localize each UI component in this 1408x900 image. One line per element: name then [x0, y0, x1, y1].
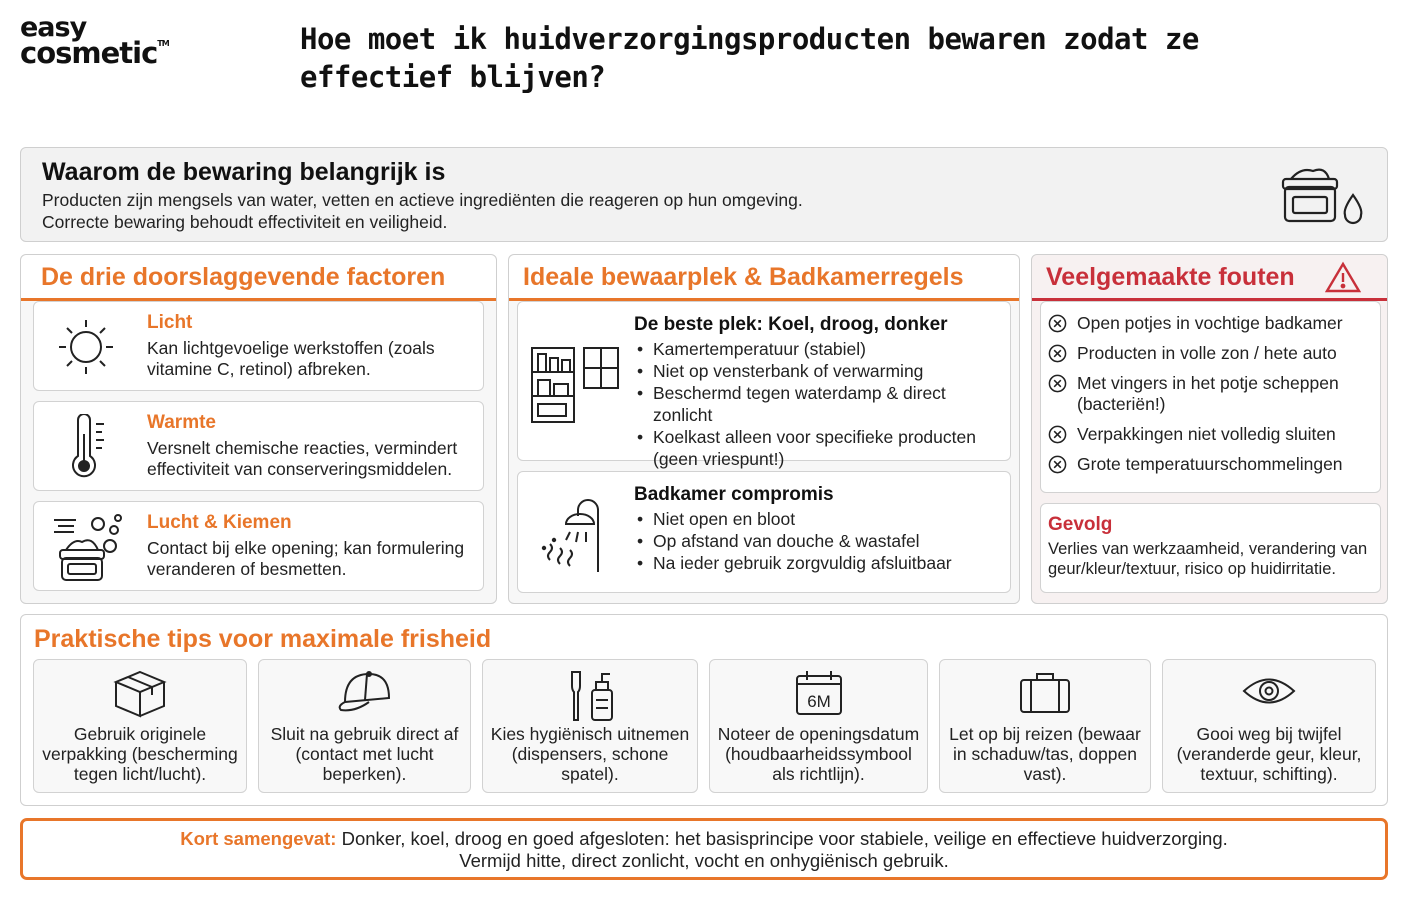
mistake-item [1048, 454, 1378, 475]
cross-circle-icon [1048, 455, 1067, 474]
factor-card-air [33, 501, 484, 591]
shower-icon [540, 496, 610, 572]
mistake-text: Grote temperatuurschommelingen [1077, 454, 1343, 474]
bathroom-card [517, 471, 1011, 593]
jar-icon [1281, 165, 1367, 227]
factors-header [21, 255, 496, 301]
why-panel [20, 147, 1388, 242]
mistake-text: Met vingers in het potje scheppen (bacteriën!) [1077, 373, 1339, 414]
best-place-card [517, 301, 1011, 469]
best-place-item: • Kamertemperatuur (stabiel) [634, 338, 1008, 360]
factor-text-heat: Versnelt chemische reacties, vermindert effectiviteit van conserveringsmiddelen. [147, 438, 458, 479]
cross-circle-icon [1048, 425, 1067, 444]
calendar-label: 6M [806, 692, 831, 711]
mistakes-list [1048, 313, 1378, 484]
warning-icon [1325, 261, 1361, 293]
factor-title-air: Lucht & Kiemen [147, 512, 292, 533]
mistake-text: Open potjes in vochtige badkamer [1077, 313, 1343, 333]
tip-card [1162, 659, 1376, 793]
tips-panel [20, 614, 1388, 806]
brand-tm: TM [157, 39, 169, 49]
tip-text: Noteer de openingsdatum (houdbaarheidssymbool als richtlijn). [717, 724, 920, 784]
bathroom-list [634, 508, 1008, 574]
tip-text: Sluit na gebruik direct af (contact met lucht beperken). [270, 724, 459, 784]
factor-text-air: Contact bij elke opening; kan formulering veranderen of besmetten. [147, 538, 465, 579]
spatula-dispenser-icon [564, 668, 616, 724]
factor-title-light: Licht [147, 312, 193, 333]
mistake-item [1048, 313, 1378, 334]
calendar-6m-icon [793, 668, 845, 718]
tip-card [939, 659, 1151, 793]
tip-text: Gebruik originele verpakking (bescherming tegen licht/lucht). [42, 724, 238, 784]
tips-heading: Praktische tips voor maximale frisheid [34, 625, 492, 653]
factors-panel [20, 254, 497, 604]
box-icon [112, 668, 168, 720]
consequence-text: Verlies van werkzaamheid, verandering van geur/kleur/textuur, risico op huidirritatie. [1048, 540, 1368, 578]
tip-text: Kies hygiënisch uitnemen (dispensers, schone spatel). [490, 724, 690, 784]
mistakes-header [1032, 255, 1387, 301]
best-place-list [634, 338, 1008, 470]
bathroom-item: • Niet open en bloot [634, 508, 1008, 530]
why-line1: Producten zijn mengsels van water, vetten en actieve ingrediënten die reageren op hun omgeving. [42, 190, 803, 210]
consequence-title: Gevolg [1048, 514, 1113, 535]
brand-line1: easy [20, 12, 87, 43]
cap-icon [335, 668, 395, 718]
best-place-title: De beste plek: Koel, droog, donker [634, 314, 948, 335]
best-place-item: • Niet op vensterbank of verwarming [634, 360, 1008, 382]
mistake-text: Verpakkingen niet volledig sluiten [1077, 424, 1336, 444]
cross-circle-icon [1048, 344, 1067, 363]
suitcase-icon [1017, 668, 1073, 716]
bathroom-item: • Op afstand van douche & wastafel [634, 530, 1008, 552]
mistake-text: Producten in volle zon / hete auto [1077, 343, 1337, 363]
mistake-item [1048, 424, 1378, 445]
mistakes-heading: Veelgemaakte fouten [1046, 263, 1295, 291]
bathroom-item: • Na ieder gebruik zorgvuldig afsluitbaar [634, 552, 1008, 574]
mistake-item [1048, 373, 1378, 415]
mistake-item [1048, 343, 1378, 364]
summary-line1: Donker, koel, droog en goed afgesloten: het basisprincipe voor stabiele, veilige en effectieve huidverzorging. [341, 828, 1228, 849]
tip-card [33, 659, 247, 793]
brand-logo [20, 12, 190, 71]
best-place-item: • Koelkast alleen voor specifieke producten (geen vriespunt!) [634, 426, 1008, 470]
shelf-window-icon [530, 344, 622, 424]
place-panel [508, 254, 1020, 604]
mistakes-panel [1031, 254, 1388, 604]
cross-circle-icon [1048, 374, 1067, 393]
tip-card [258, 659, 471, 793]
page-title: Hoe moet ik huidverzorgingsproducten bewaren zodat ze effectief blijven? [300, 22, 1199, 94]
factors-heading: De drie doorslaggevende factoren [41, 263, 446, 291]
factor-card-light [33, 301, 484, 391]
summary-line2: Vermijd hitte, direct zonlicht, vocht en onhygiënisch gebruik. [459, 850, 949, 871]
eye-icon [1240, 668, 1298, 714]
place-header [509, 255, 1019, 301]
best-place-item: • Beschermd tegen waterdamp & direct zonlicht [634, 382, 1008, 426]
factor-text-light: Kan lichtgevoelige werkstoffen (zoals vitamine C, retinol) afbreken. [147, 338, 435, 379]
summary-box [20, 818, 1388, 880]
cross-circle-icon [1048, 314, 1067, 333]
consequence-card [1040, 503, 1381, 593]
tip-text: Let op bij reizen (bewaar in schaduw/tas, doppen vast). [949, 724, 1141, 784]
bathroom-title: Badkamer compromis [634, 484, 834, 505]
why-line2: Correcte bewaring behoudt effectiviteit en veiligheid. [42, 212, 448, 232]
tip-card [709, 659, 928, 793]
place-heading: Ideale bewaarplek & Badkamerregels [523, 263, 964, 291]
thermometer-icon [68, 414, 108, 480]
why-heading: Waarom de bewaring belangrijk is [42, 158, 446, 186]
factor-title-heat: Warmte [147, 412, 216, 433]
factor-card-heat [33, 401, 484, 491]
tip-card [482, 659, 698, 793]
tip-text: Gooi weg bij twijfel (veranderde geur, kleur, textuur, schifting). [1176, 724, 1362, 784]
brand-line2: cosmetic [20, 36, 158, 71]
summary-label: Kort samengevat: [180, 828, 337, 849]
sun-icon [54, 316, 118, 378]
germs-jar-icon [52, 512, 128, 582]
